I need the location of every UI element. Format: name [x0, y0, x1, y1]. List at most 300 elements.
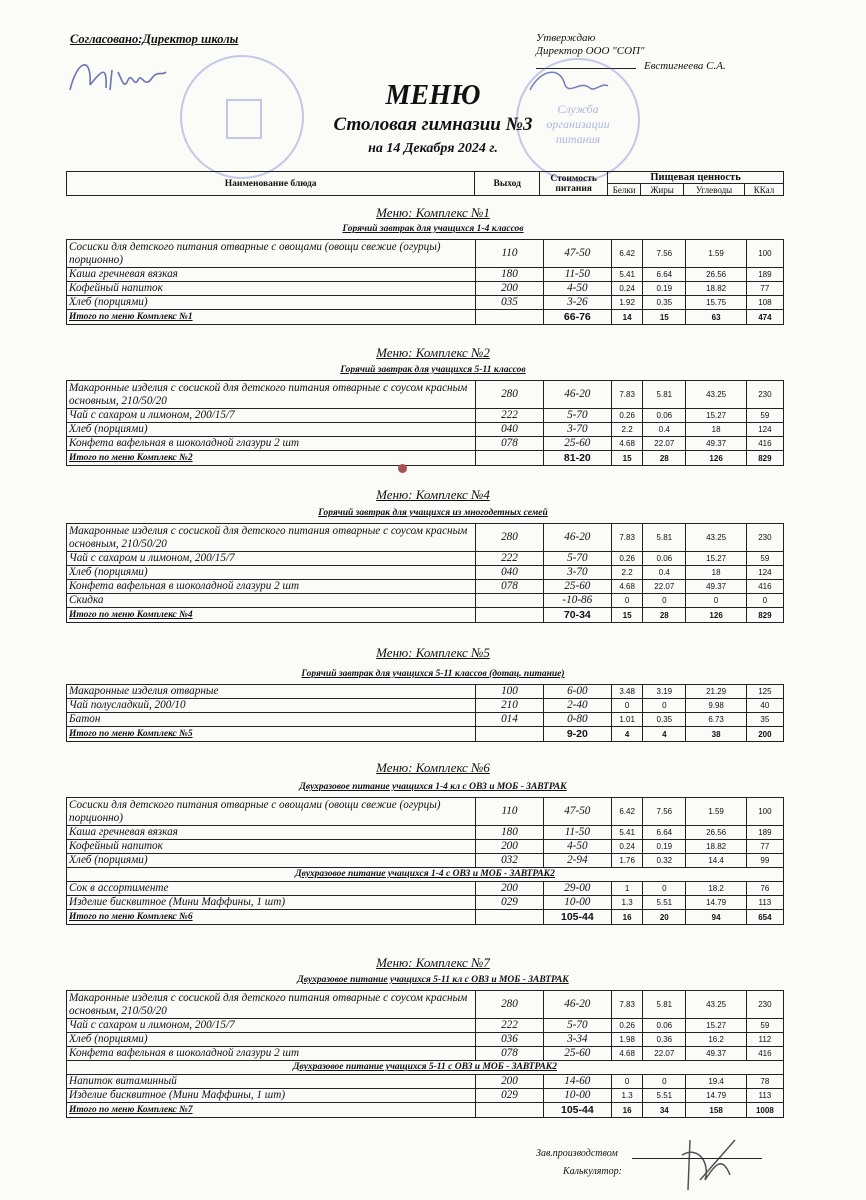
dish-cost: 3-26: [543, 296, 611, 310]
total-spacer: [476, 608, 543, 623]
total-row: [67, 727, 784, 742]
total-label: Итого по меню Комплекс №5: [67, 727, 476, 742]
dish-protein: 7.83: [612, 381, 643, 409]
dish-kcal: 76: [746, 882, 783, 896]
total-fat: 20: [643, 910, 686, 925]
dish-output: 035: [476, 296, 543, 310]
dish-kcal: 230: [746, 524, 783, 552]
dish-name: Конфета вафельная в шоколадной глазури 2 шт: [67, 1047, 476, 1061]
table-row: [67, 381, 784, 409]
dish-kcal: 230: [746, 991, 783, 1019]
dish-carbs: 43.25: [686, 991, 746, 1019]
dish-kcal: 416: [746, 1047, 783, 1061]
table-row: [67, 566, 784, 580]
dish-carbs: 14.79: [686, 1089, 746, 1103]
menu-date: на 14 Декабря 2024 г.: [368, 141, 498, 156]
dish-output: 210: [476, 699, 543, 713]
dish-output: 280: [476, 381, 543, 409]
dish-carbs: 15.27: [686, 1019, 746, 1033]
dish-output: 200: [476, 1075, 543, 1089]
section-title: Меню: Комплекс №2: [376, 345, 490, 360]
table-row: [67, 713, 784, 727]
dish-carbs: 49.37: [686, 1047, 746, 1061]
dish-output: 180: [476, 268, 543, 282]
dish-output: [476, 594, 543, 608]
dish-output: 200: [476, 840, 543, 854]
dish-protein: 3.48: [612, 685, 643, 699]
dish-kcal: 113: [746, 1089, 783, 1103]
dish-output: 040: [476, 566, 543, 580]
dish-cost: 6-00: [543, 685, 611, 699]
table-row: [67, 240, 784, 268]
dish-output: 180: [476, 826, 543, 840]
dish-fat: 0.35: [643, 713, 686, 727]
dish-protein: 7.83: [612, 991, 643, 1019]
dish-name: Кофейный напиток: [67, 840, 476, 854]
dish-protein: 6.42: [612, 240, 643, 268]
ink-dot: [398, 464, 407, 473]
total-carbs: 63: [686, 310, 746, 325]
total-cost: 70-34: [543, 608, 611, 623]
dish-kcal: 99: [746, 854, 783, 868]
dish-output: 200: [476, 882, 543, 896]
dish-kcal: 189: [746, 268, 783, 282]
total-cost: 105-44: [543, 910, 611, 925]
dish-kcal: 189: [746, 826, 783, 840]
dish-fat: 0.4: [643, 566, 686, 580]
dish-carbs: 0: [686, 594, 746, 608]
dish-cost: -10-86: [543, 594, 611, 608]
total-kcal: 474: [746, 310, 783, 325]
dish-carbs: 18.82: [686, 840, 746, 854]
dish-carbs: 9.98: [686, 699, 746, 713]
signer-name: Евстигнеева С.А.: [644, 60, 726, 72]
dish-name: Напиток витаминный: [67, 1075, 476, 1089]
dish-protein: 7.83: [612, 524, 643, 552]
dish-cost: 2-94: [543, 854, 611, 868]
dish-cost: 14-60: [543, 1075, 611, 1089]
table-row: [67, 524, 784, 552]
total-kcal: 1008: [746, 1103, 783, 1118]
total-row: [67, 910, 784, 925]
section-subtitle: Горячий завтрак для учащихся из многодетных семей: [318, 508, 548, 518]
dish-cost: 47-50: [543, 240, 611, 268]
total-protein: 16: [612, 910, 643, 925]
dish-kcal: 0: [746, 594, 783, 608]
total-carbs: 158: [686, 1103, 746, 1118]
dish-kcal: 112: [746, 1033, 783, 1047]
total-fat: 28: [643, 608, 686, 623]
total-fat: 4: [643, 727, 686, 742]
total-carbs: 38: [686, 727, 746, 742]
dish-kcal: 416: [746, 437, 783, 451]
dish-fat: 0.19: [643, 840, 686, 854]
dish-name: Каша гречневая вязкая: [67, 268, 476, 282]
dish-output: 222: [476, 1019, 543, 1033]
dish-name: Хлеб (порциями): [67, 566, 476, 580]
dish-protein: 1.76: [612, 854, 643, 868]
dish-carbs: 14.79: [686, 896, 746, 910]
dish-protein: 1: [612, 882, 643, 896]
dish-name: Конфета вафельная в шоколадной глазури 2 шт: [67, 437, 476, 451]
col-carbs: Углеводы: [684, 184, 745, 196]
dish-fat: 6.64: [643, 268, 686, 282]
dish-protein: 6.42: [612, 798, 643, 826]
dish-kcal: 100: [746, 798, 783, 826]
section-subtitle: Двухразовое питание учащихся 1-4 кл с ОВЗ и МОБ - ЗАВТРАК: [299, 782, 567, 792]
dish-kcal: 40: [746, 699, 783, 713]
total-protein: 15: [612, 451, 643, 466]
dish-name: Хлеб (порциями): [67, 854, 476, 868]
dish-fat: 0: [643, 594, 686, 608]
dish-protein: 2.2: [612, 566, 643, 580]
dish-protein: 0: [612, 594, 643, 608]
section-title: Меню: Комплекс №7: [376, 955, 490, 970]
approve-label: Утверждаю: [536, 32, 596, 44]
table-row: [67, 854, 784, 868]
dish-name: Макаронные изделия с сосиской для детского питания отварные с соусом красным основным, 210/50/20: [67, 524, 476, 552]
total-fat: 34: [643, 1103, 686, 1118]
dish-name: Скидка: [67, 594, 476, 608]
dish-protein: 5.41: [612, 268, 643, 282]
dish-carbs: 18.82: [686, 282, 746, 296]
dish-protein: 1.98: [612, 1033, 643, 1047]
total-fat: 15: [643, 310, 686, 325]
total-kcal: 654: [746, 910, 783, 925]
dish-kcal: 59: [746, 409, 783, 423]
dish-fat: 0.06: [643, 409, 686, 423]
dish-kcal: 230: [746, 381, 783, 409]
dish-kcal: 125: [746, 685, 783, 699]
total-label: Итого по меню Комплекс №2: [67, 451, 476, 466]
dish-carbs: 43.25: [686, 524, 746, 552]
dish-protein: 0: [612, 699, 643, 713]
dish-kcal: 124: [746, 423, 783, 437]
table-row: [67, 409, 784, 423]
dish-fat: 3.19: [643, 685, 686, 699]
dish-carbs: 18: [686, 566, 746, 580]
dish-carbs: 15.27: [686, 409, 746, 423]
dish-kcal: 108: [746, 296, 783, 310]
dish-output: 078: [476, 1047, 543, 1061]
total-label: Итого по меню Комплекс №7: [67, 1103, 476, 1118]
section-subtitle: Двухразовое питание учащихся 5-11 кл с ОВЗ и МОБ - ЗАВТРАК: [297, 975, 569, 985]
col-output: Выход: [475, 172, 540, 196]
subsection-title: Двухразовое питание учащихся 5-11 с ОВЗ и МОБ - ЗАВТРАК2: [67, 1061, 784, 1075]
dish-cost: 5-70: [543, 1019, 611, 1033]
dish-carbs: 15.75: [686, 296, 746, 310]
table-row: [67, 594, 784, 608]
dish-output: 036: [476, 1033, 543, 1047]
total-carbs: 126: [686, 451, 746, 466]
total-cost: 9-20: [543, 727, 611, 742]
dish-cost: 4-50: [543, 840, 611, 854]
table-row: [67, 296, 784, 310]
dish-carbs: 19.4: [686, 1075, 746, 1089]
total-label: Итого по меню Комплекс №6: [67, 910, 476, 925]
dish-cost: 25-60: [543, 437, 611, 451]
total-cost: 81-20: [543, 451, 611, 466]
col-nutrition: Пищевая ценность: [608, 172, 784, 184]
dish-carbs: 43.25: [686, 381, 746, 409]
table-row: [67, 268, 784, 282]
dish-fat: 0.06: [643, 552, 686, 566]
section-table: [66, 239, 784, 325]
dish-kcal: 416: [746, 580, 783, 594]
dish-kcal: 78: [746, 1075, 783, 1089]
table-row: [67, 826, 784, 840]
table-row: [67, 991, 784, 1019]
dish-protein: 0.24: [612, 840, 643, 854]
dish-kcal: 59: [746, 1019, 783, 1033]
dish-fat: 5.81: [643, 381, 686, 409]
dish-fat: 7.56: [643, 240, 686, 268]
total-protein: 4: [612, 727, 643, 742]
dish-carbs: 6.73: [686, 713, 746, 727]
dish-name: Изделие бисквитное (Мини Маффины, 1 шт): [67, 896, 476, 910]
dish-name: Кофейный напиток: [67, 282, 476, 296]
agreed-label: Согласовано:Директор школы: [70, 32, 239, 46]
total-protein: 15: [612, 608, 643, 623]
table-row: [67, 1089, 784, 1103]
table-row: [67, 552, 784, 566]
dish-cost: 10-00: [543, 1089, 611, 1103]
dish-carbs: 16.2: [686, 1033, 746, 1047]
dish-cost: 0-80: [543, 713, 611, 727]
dish-output: 100: [476, 685, 543, 699]
total-cost: 105-44: [543, 1103, 611, 1118]
table-row: [67, 282, 784, 296]
dish-fat: 6.64: [643, 826, 686, 840]
dish-output: 029: [476, 1089, 543, 1103]
total-spacer: [476, 310, 543, 325]
dish-output: 032: [476, 854, 543, 868]
dish-output: 280: [476, 991, 543, 1019]
dish-fat: 0.36: [643, 1033, 686, 1047]
dish-carbs: 26.56: [686, 826, 746, 840]
dish-carbs: 18: [686, 423, 746, 437]
table-row: [67, 699, 784, 713]
section-subtitle: Горячий завтрак для учащихся 1-4 классов: [342, 224, 524, 234]
dish-output: 014: [476, 713, 543, 727]
total-spacer: [476, 451, 543, 466]
dish-carbs: 26.56: [686, 268, 746, 282]
table-row: [67, 882, 784, 896]
calculator-label: Калькулятор:: [563, 1166, 622, 1177]
dish-cost: 11-50: [543, 826, 611, 840]
total-protein: 14: [612, 310, 643, 325]
calculator-signature: [660, 1135, 740, 1195]
dish-fat: 5.81: [643, 991, 686, 1019]
dish-fat: 22.07: [643, 437, 686, 451]
dish-name: Макаронные изделия с сосиской для детского питания отварные с соусом красным основным, 210/50/20: [67, 991, 476, 1019]
dish-name: Чай с сахаром и лимоном, 200/15/7: [67, 409, 476, 423]
total-kcal: 829: [746, 451, 783, 466]
table-row: [67, 1033, 784, 1047]
total-cost: 66-76: [543, 310, 611, 325]
dish-name: Конфета вафельная в шоколадной глазури 2 шт: [67, 580, 476, 594]
dish-name: Хлеб (порциями): [67, 1033, 476, 1047]
director-label: Директор ООО "СОП": [536, 45, 645, 57]
dish-cost: 3-70: [543, 423, 611, 437]
table-row: [67, 1019, 784, 1033]
dish-protein: 1.3: [612, 896, 643, 910]
dish-fat: 7.56: [643, 798, 686, 826]
stamp-text: Служба организации питания: [546, 102, 610, 146]
dish-fat: 0.35: [643, 296, 686, 310]
dish-fat: 0: [643, 699, 686, 713]
dish-kcal: 77: [746, 840, 783, 854]
dish-name: Чай полусладкий, 200/10: [67, 699, 476, 713]
dish-protein: 1.3: [612, 1089, 643, 1103]
table-row: [67, 840, 784, 854]
manager-label: Зав.производством: [536, 1148, 618, 1159]
subsection-row: [67, 868, 784, 882]
section-table: [66, 523, 784, 623]
section-table: [66, 990, 784, 1118]
dish-fat: 0.06: [643, 1019, 686, 1033]
dish-output: 078: [476, 580, 543, 594]
section-table: [66, 380, 784, 466]
dish-carbs: 15.27: [686, 552, 746, 566]
column-header: [66, 171, 784, 196]
dish-protein: 0: [612, 1075, 643, 1089]
col-kcal: ККал: [745, 184, 784, 196]
col-fat: Жиры: [641, 184, 684, 196]
dish-kcal: 35: [746, 713, 783, 727]
table-row: [67, 423, 784, 437]
total-spacer: [476, 727, 543, 742]
dish-name: Чай с сахаром и лимоном, 200/15/7: [67, 552, 476, 566]
dish-protein: 0.26: [612, 1019, 643, 1033]
dish-carbs: 14.4: [686, 854, 746, 868]
dish-cost: 46-20: [543, 381, 611, 409]
dish-fat: 5.81: [643, 524, 686, 552]
dish-fat: 22.07: [643, 1047, 686, 1061]
dish-output: 110: [476, 798, 543, 826]
dish-fat: 5.51: [643, 896, 686, 910]
dish-cost: 4-50: [543, 282, 611, 296]
total-kcal: 829: [746, 608, 783, 623]
dish-protein: 0.24: [612, 282, 643, 296]
table-row: [67, 685, 784, 699]
dish-output: 222: [476, 409, 543, 423]
dish-cost: 5-70: [543, 409, 611, 423]
dish-name: Сосиски для детского питания отварные с овощами (овощи свежие (огурцы) порционно): [67, 798, 476, 826]
total-spacer: [476, 1103, 543, 1118]
table-row: [67, 1075, 784, 1089]
total-label: Итого по меню Комплекс №4: [67, 608, 476, 623]
dish-cost: 25-60: [543, 1047, 611, 1061]
dish-carbs: 1.59: [686, 798, 746, 826]
dish-cost: 11-50: [543, 268, 611, 282]
subsection-row: [67, 1061, 784, 1075]
dish-output: 200: [476, 282, 543, 296]
page-title: МЕНЮ: [385, 80, 481, 111]
dish-fat: 5.51: [643, 1089, 686, 1103]
dish-name: Хлеб (порциями): [67, 296, 476, 310]
dish-name: Хлеб (порциями): [67, 423, 476, 437]
dish-cost: 25-60: [543, 580, 611, 594]
dish-cost: 10-00: [543, 896, 611, 910]
section-title: Меню: Комплекс №1: [376, 205, 490, 220]
dish-name: Сок в ассортименте: [67, 882, 476, 896]
total-row: [67, 451, 784, 466]
dish-carbs: 1.59: [686, 240, 746, 268]
dish-output: 078: [476, 437, 543, 451]
dish-name: Изделие бисквитное (Мини Маффины, 1 шт): [67, 1089, 476, 1103]
dish-output: 222: [476, 552, 543, 566]
dish-protein: 0.26: [612, 409, 643, 423]
table-row: [67, 580, 784, 594]
section-subtitle: Горячий завтрак для учащихся 5-11 классов (дотац. питание): [301, 669, 565, 679]
dish-kcal: 113: [746, 896, 783, 910]
dish-kcal: 124: [746, 566, 783, 580]
dish-name: Макаронные изделия отварные: [67, 685, 476, 699]
dish-output: 040: [476, 423, 543, 437]
total-protein: 16: [612, 1103, 643, 1118]
total-row: [67, 310, 784, 325]
dish-output: 029: [476, 896, 543, 910]
dish-cost: 5-70: [543, 552, 611, 566]
dish-cost: 2-40: [543, 699, 611, 713]
dish-carbs: 49.37: [686, 580, 746, 594]
dish-cost: 47-50: [543, 798, 611, 826]
dish-cost: 29-00: [543, 882, 611, 896]
dish-kcal: 59: [746, 552, 783, 566]
dish-protein: 4.68: [612, 580, 643, 594]
dish-cost: 3-34: [543, 1033, 611, 1047]
table-row: [67, 896, 784, 910]
dish-fat: 0.19: [643, 282, 686, 296]
table-row: [67, 437, 784, 451]
col-protein: Белки: [608, 184, 641, 196]
dish-protein: 0.26: [612, 552, 643, 566]
dish-fat: 0.32: [643, 854, 686, 868]
total-kcal: 200: [746, 727, 783, 742]
dish-output: 110: [476, 240, 543, 268]
dish-cost: 46-20: [543, 524, 611, 552]
section-table: [66, 684, 784, 742]
dish-name: Чай с сахаром и лимоном, 200/15/7: [67, 1019, 476, 1033]
section-title: Меню: Комплекс №4: [376, 487, 490, 502]
total-label: Итого по меню Комплекс №1: [67, 310, 476, 325]
dish-name: Каша гречневая вязкая: [67, 826, 476, 840]
dish-kcal: 100: [746, 240, 783, 268]
dish-protein: 2.2: [612, 423, 643, 437]
table-row: [67, 1047, 784, 1061]
page-subtitle: Столовая гимназии №3: [333, 114, 533, 135]
dish-cost: 46-20: [543, 991, 611, 1019]
table-row: [67, 798, 784, 826]
section-table: [66, 797, 784, 925]
dish-protein: 4.68: [612, 1047, 643, 1061]
total-carbs: 94: [686, 910, 746, 925]
total-fat: 28: [643, 451, 686, 466]
section-title: Меню: Комплекс №5: [376, 645, 490, 660]
dish-protein: 1.92: [612, 296, 643, 310]
total-spacer: [476, 910, 543, 925]
col-cost: Стоимость питания: [540, 172, 608, 196]
section-subtitle: Горячий завтрак для учащихся 5-11 классов: [340, 365, 526, 375]
dish-output: 280: [476, 524, 543, 552]
dish-protein: 1.01: [612, 713, 643, 727]
dish-carbs: 49.37: [686, 437, 746, 451]
dish-name: Макаронные изделия с сосиской для детского питания отварные с соусом красным основным, 210/50/20: [67, 381, 476, 409]
dish-carbs: 21.29: [686, 685, 746, 699]
col-name: Наименование блюда: [67, 172, 475, 196]
dish-name: Батон: [67, 713, 476, 727]
